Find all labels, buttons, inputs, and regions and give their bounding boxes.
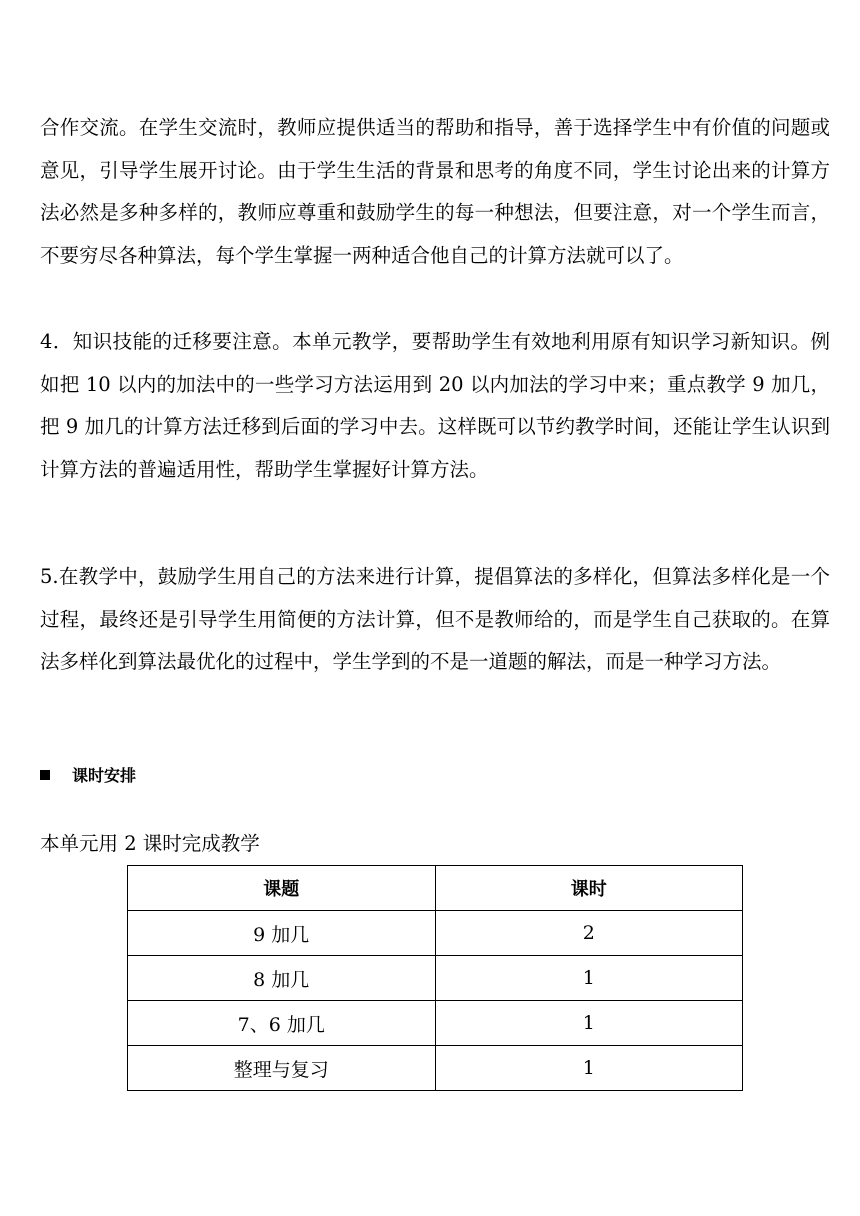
table-row [128,1046,743,1091]
table-cell-topic: 8 加几 [128,956,436,1001]
table-row [128,1001,743,1046]
bullet-square-icon [40,770,50,780]
section-heading [40,764,136,788]
column-header-topic: 课题 [128,866,436,911]
paragraph-cooperative-exchange: 合作交流。在学生交流时，教师应提供适当的帮助和指导，善于选择学生中有价值的问题或意见，引导学生展开讨论。由于学生生活的背景和思考的角度不同，学生讨论出来的计算方法必然是多种多样的，教师应尊重和鼓励学生的每一种想法，但要注意，对一个学生而言，不要穷尽各种算法，每个学生掌握一两种适合他自己的计算方法就可以了。 [40,116,830,267]
table-cell-hours: 1 [435,1046,743,1091]
table-cell-hours: 1 [435,956,743,1001]
table-row [128,956,743,1001]
lesson-schedule-table [127,865,743,1091]
paragraph-knowledge-transfer: 4．知识技能的迁移要注意。本单元教学，要帮助学生有效地利用原有知识学习新知识。例如把 10 以内的加法中的一些学习方法运用到 20 以内加法的学习中来；重点教学 9 加几，把 9 加几的计算方法迁移到后面的学习中去。这样既可以节约教学时间，还能让学生认识到计算方法的普遍适用性，帮助学生掌握好计算方法。 [40,330,830,481]
table-cell-hours: 2 [435,911,743,956]
table-cell-topic: 7、6 加几 [128,1001,436,1046]
table-cell-hours: 1 [435,1001,743,1046]
table-header-row [128,866,743,911]
table-cell-topic: 整理与复习 [128,1046,436,1091]
paragraph-algorithm-diversity: 5.在教学中，鼓励学生用自己的方法来进行计算，提倡算法的多样化，但算法多样化是一个过程，最终还是引导学生用简便的方法计算，但不是教师给的，而是学生自己获取的。在算法多样化到算法最优化的过程中，学生学到的不是一道题的解法，而是一种学习方法。 [40,565,830,673]
table-cell-topic: 9 加几 [128,911,436,956]
section-heading-text: 课时安排 [72,766,137,785]
section-intro: 本单元用 2 课时完成教学 [40,832,260,855]
column-header-hours: 课时 [435,866,743,911]
table-row [128,911,743,956]
